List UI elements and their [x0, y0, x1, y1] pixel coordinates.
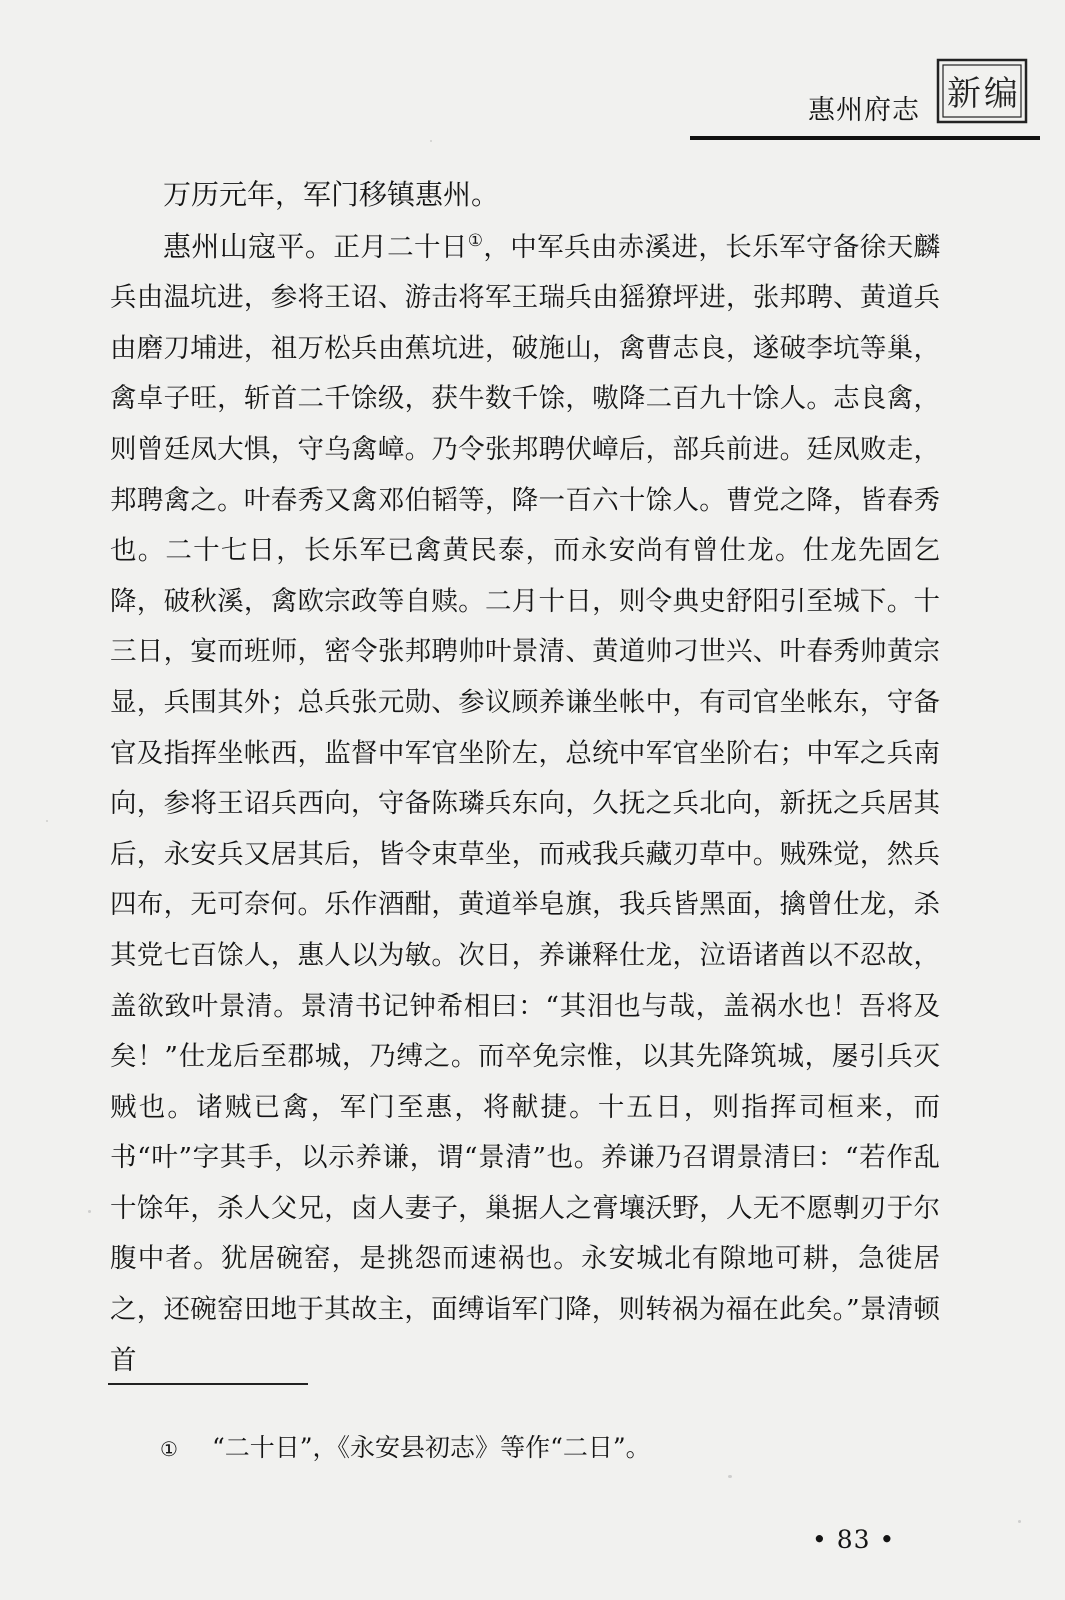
footnote-reference[interactable]: ①: [467, 230, 484, 251]
footnote-rule: [108, 1383, 308, 1385]
paragraph-1: [110, 170, 940, 222]
scan-speck: [728, 1475, 732, 1478]
book-title: 惠州府志: [808, 95, 920, 126]
scan-speck: [88, 1210, 91, 1213]
svg-text:编: 编: [984, 74, 1018, 114]
paragraph-2-text-after-note: ，中军兵由赤溪进，长乐军守备徐天麟兵由温坑进，参将王诏、游击将军王瑞兵由猺獠坪进，张邦聘、黄道兵由磨刀埔进，祖万松兵由蕉坑进，破施山，禽曹志良，遂破李坑等巢，禽卓子旺，斩首二千馀级，获牛数千馀，嗷降二百九十馀人。志良禽，则曾廷凤大惧，守乌禽嶂。乃令张邦聘伏嶂后，部兵前进。廷凤败走，邦聘禽之。叶春秀又禽邓伯韬等，降一百六十馀人。曹党之降，皆春秀也。二十七日，长乐军已禽黄民泰，而永安尚有曾仕龙。仕龙先固乞降，破秋溪，禽欧宗政等自赎。二月十日，则令典史舒阳引至城下。十三日，宴而班师，密令张邦聘帅叶景清、黄道帅刁世兴、叶春秀帅黄宗显，兵围其外；总兵张元勋、参议顾养谦坐帐中，有司官坐帐东，守备官及指挥坐帐西，监督中军官坐阶左，总统中军官坐阶右；中军之兵南向，参将王诏兵西向，守备陈璘兵东向，久抚之兵北向，新抚之兵居其后，永安兵又居其后，皆令束草坐，而戒我兵藏刃草中。贼殊觉，然兵四布，无可奈何。乐作酒酣，黄道举皂旗，我兵皆黑面，擒曾仕龙，杀其党七百馀人，惠人以为敏。次日，养谦释仕龙，泣语诸酋以不忍故，盖欲致叶景清。景清书记钟希相曰：“其泪也与哉，盖祸水也！吾将及矣！”仕龙后至郡城，乃缚之。而卒免宗惟，以其先降筑城，屡引兵灭贼也。诸贼已禽，军门至惠，将献捷。十五日，则指挥司桓来，而书“叶”字其手，以示养谦，谓“景清”也。养谦乃召谓景清曰：“若作乱十馀年，杀人父兄，卤人妻子，巢据人之膏壤沃野，人无不愿剸刃于尔腹中者。犹居碗窑，是挑怨而速祸也。永安城北有隙地可耕，急徙居之，还碗窑田地于其故主，面缚诣军门降，则转祸为福在此矣。”景清顿首: [110, 231, 940, 1376]
scan-speck: [430, 140, 432, 142]
page-number: • 83 •: [812, 1525, 896, 1554]
paragraph-2-text-before-note: 正月二十日: [333, 231, 468, 263]
paragraph-2: [110, 222, 940, 1387]
seal-stamp-icon: [936, 58, 1028, 124]
scan-speck: [1018, 1520, 1021, 1523]
scan-speck: [46, 820, 48, 822]
footnote-text: “二十日”，《永安县初志》等作“二日”。: [212, 1433, 651, 1462]
main-text: [110, 170, 940, 1386]
header-rule: [690, 136, 1040, 140]
footnote-number: ①: [160, 1437, 178, 1461]
running-header: [690, 58, 1050, 154]
footnote: [160, 1428, 651, 1464]
paragraph-2-lead: 惠州山寇平。: [163, 229, 334, 263]
paragraph-1-lead: 万历元年，军门移镇惠州。: [163, 178, 500, 211]
svg-text:新: 新: [947, 74, 981, 114]
